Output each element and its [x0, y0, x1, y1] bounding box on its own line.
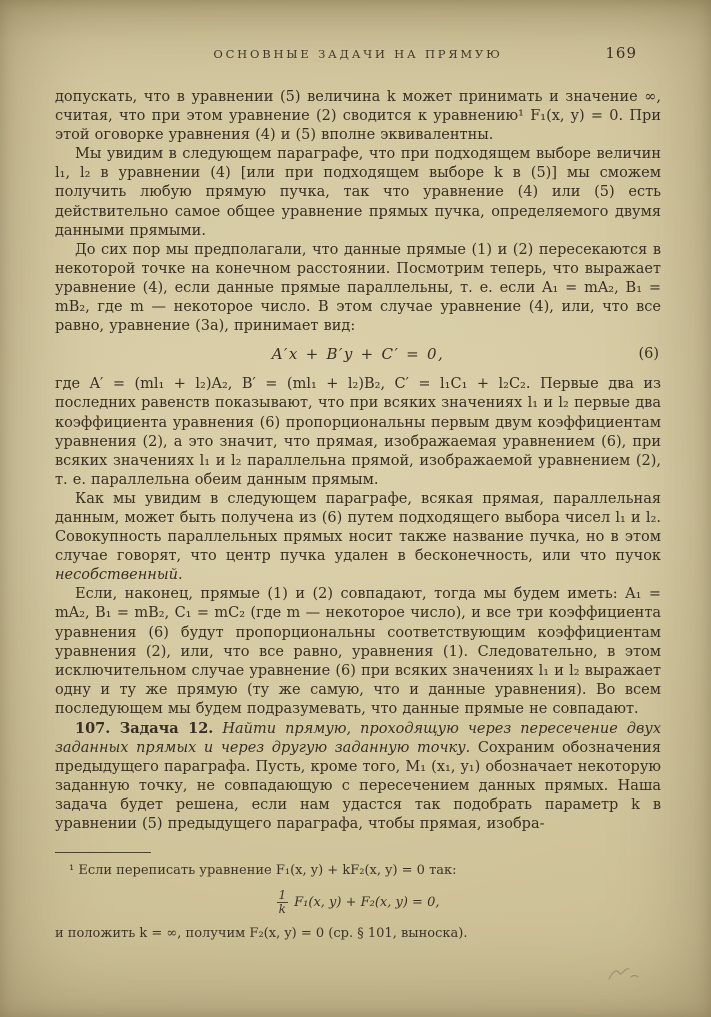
- paragraph-1: допускать, что в уравнении (5) величина k может принимать и значение ∞, считая, что при этом уравнение (2) сводится к уравнению¹ F₁(x, y) = 0. При этой оговорке уравнения (4) и (5) вполне эквивалентны.: [55, 89, 661, 144]
- footnote-equation: [55, 879, 661, 925]
- footnote-line-1: ¹ Если переписать уравнение F₁(x, y) + kF₂(x, y) = 0 так:: [69, 863, 457, 878]
- equation-6: [55, 336, 661, 375]
- fraction-numerator: 1: [278, 888, 287, 902]
- paragraph-7: [55, 719, 661, 835]
- running-title: ОСНОВНЫЕ ЗАДАЧИ НА ПРЯМУЮ: [213, 47, 503, 61]
- task-statement: Найти прямую, проходящую через пересечение двух заданных прямых и через другую заданную точку.: [55, 721, 661, 757]
- paragraph-7-text: Сохраним обозначения предыдущего параграфа. Пусть, кроме того, M₁ (x₁, y₁) обозначает некоторую заданную точку, не совпадающую с пересечением данных прямых. Наша задача будет решена, если нам удастся так подобрать параметр k в уравнении (5) предыдущего параграфа, чтобы прямая, изобра-: [55, 740, 661, 833]
- footnote-rule: [55, 852, 151, 853]
- paragraph-5-period: .: [177, 567, 183, 584]
- paragraph-4: где A′ = (ml₁ + l₂)A₂, B′ = (ml₁ + l₂)B₂, C′ = l₁C₁ + l₂C₂. Первые два из последних равенств показывают, что при всяких значениях l₁ и l₂ первые два коэффициента уравнения (6) пропорциональны первым двум коэффициентам уравнения (2), а это значит, что прямая, изображаемая уравнением (6), при всяких значениях l₁ и l₂ параллельна прямой, изображаемой уравнением (2), т. е. параллельна обеим данным прямым.: [55, 376, 661, 488]
- fraction-denominator: k: [278, 902, 286, 917]
- footnote-line-2: и положить k = ∞, получим F₂(x, y) = 0 (ср. § 101, выноска).: [55, 926, 468, 942]
- paragraph-3: До сих пор мы предполагали, что данные прямые (1) и (2) пересекаются в некоторой точке на конечном расстоянии. Посмотрим теперь, что выражает уравнение (4), если данные прямые параллельны, т. е. если A₁ = mA₂, B₁ = mB₂, где m — некоторое число. В этом случае уравнение (4), или, что все равно, уравнение (3а), принимает вид:: [55, 241, 661, 335]
- task-number-label: 107. Задача 12.: [75, 720, 214, 737]
- page-number: 169: [605, 44, 637, 62]
- equation-6-formula: A′x + B′y + C′ = 0,: [271, 345, 445, 364]
- equation-6-number: (6): [638, 346, 659, 363]
- paragraph-2: Мы увидим в следующем параграфе, что при подходящем выборе величин l₁, l₂ в уравнении (4) [или при подходящем выборе k в (5)] мы сможем получить любую прямую пучка, так что уравнение (4) или (5) есть действительно самое общее уравнение прямых пучка, определяемого двумя данными прямыми.: [55, 146, 661, 239]
- fraction-one-over-k: [277, 889, 289, 916]
- body-text: [55, 88, 661, 848]
- paragraph-5-italic-term: несобственный: [55, 567, 178, 584]
- paragraph-5: [55, 490, 661, 585]
- paragraph-5-text: Как мы увидим в следующем параграфе, всякая прямая, параллельная данным, может быть получена из (6) путем подходящего выбора чисел l₁ и l₂. Совокупность параллельных прямых носит также название пучка, но в этом случае говорят, что центр пучка удален в бесконечность, или что пучок: [55, 490, 661, 565]
- pencil-mark: [605, 959, 639, 985]
- paragraph-6: Если, наконец, прямые (1) и (2) совпадают, тогда мы будем иметь: A₁ = mA₂, B₁ = mB₂, C₁ = mC₂ (где m — некоторое число), и все три коэффициента уравнения (6) будут пропорциональны соответствующим коэффициентам уравнения (2), или, что все равно, уравнения (1). Следовательно, в этом исключительном случае уравнение (6) при всяких значениях l₁ и l₂ выражает одну и ту же прямую (ту же самую, что и данные уравнения). Во всем последующем мы будем подразумевать, что данные прямые не совпадают.: [55, 586, 661, 717]
- footnote: [55, 852, 661, 942]
- page-header: [55, 44, 661, 67]
- footnote-equation-expression: F₁(x, y) + F₂(x, y) = 0,: [294, 895, 440, 911]
